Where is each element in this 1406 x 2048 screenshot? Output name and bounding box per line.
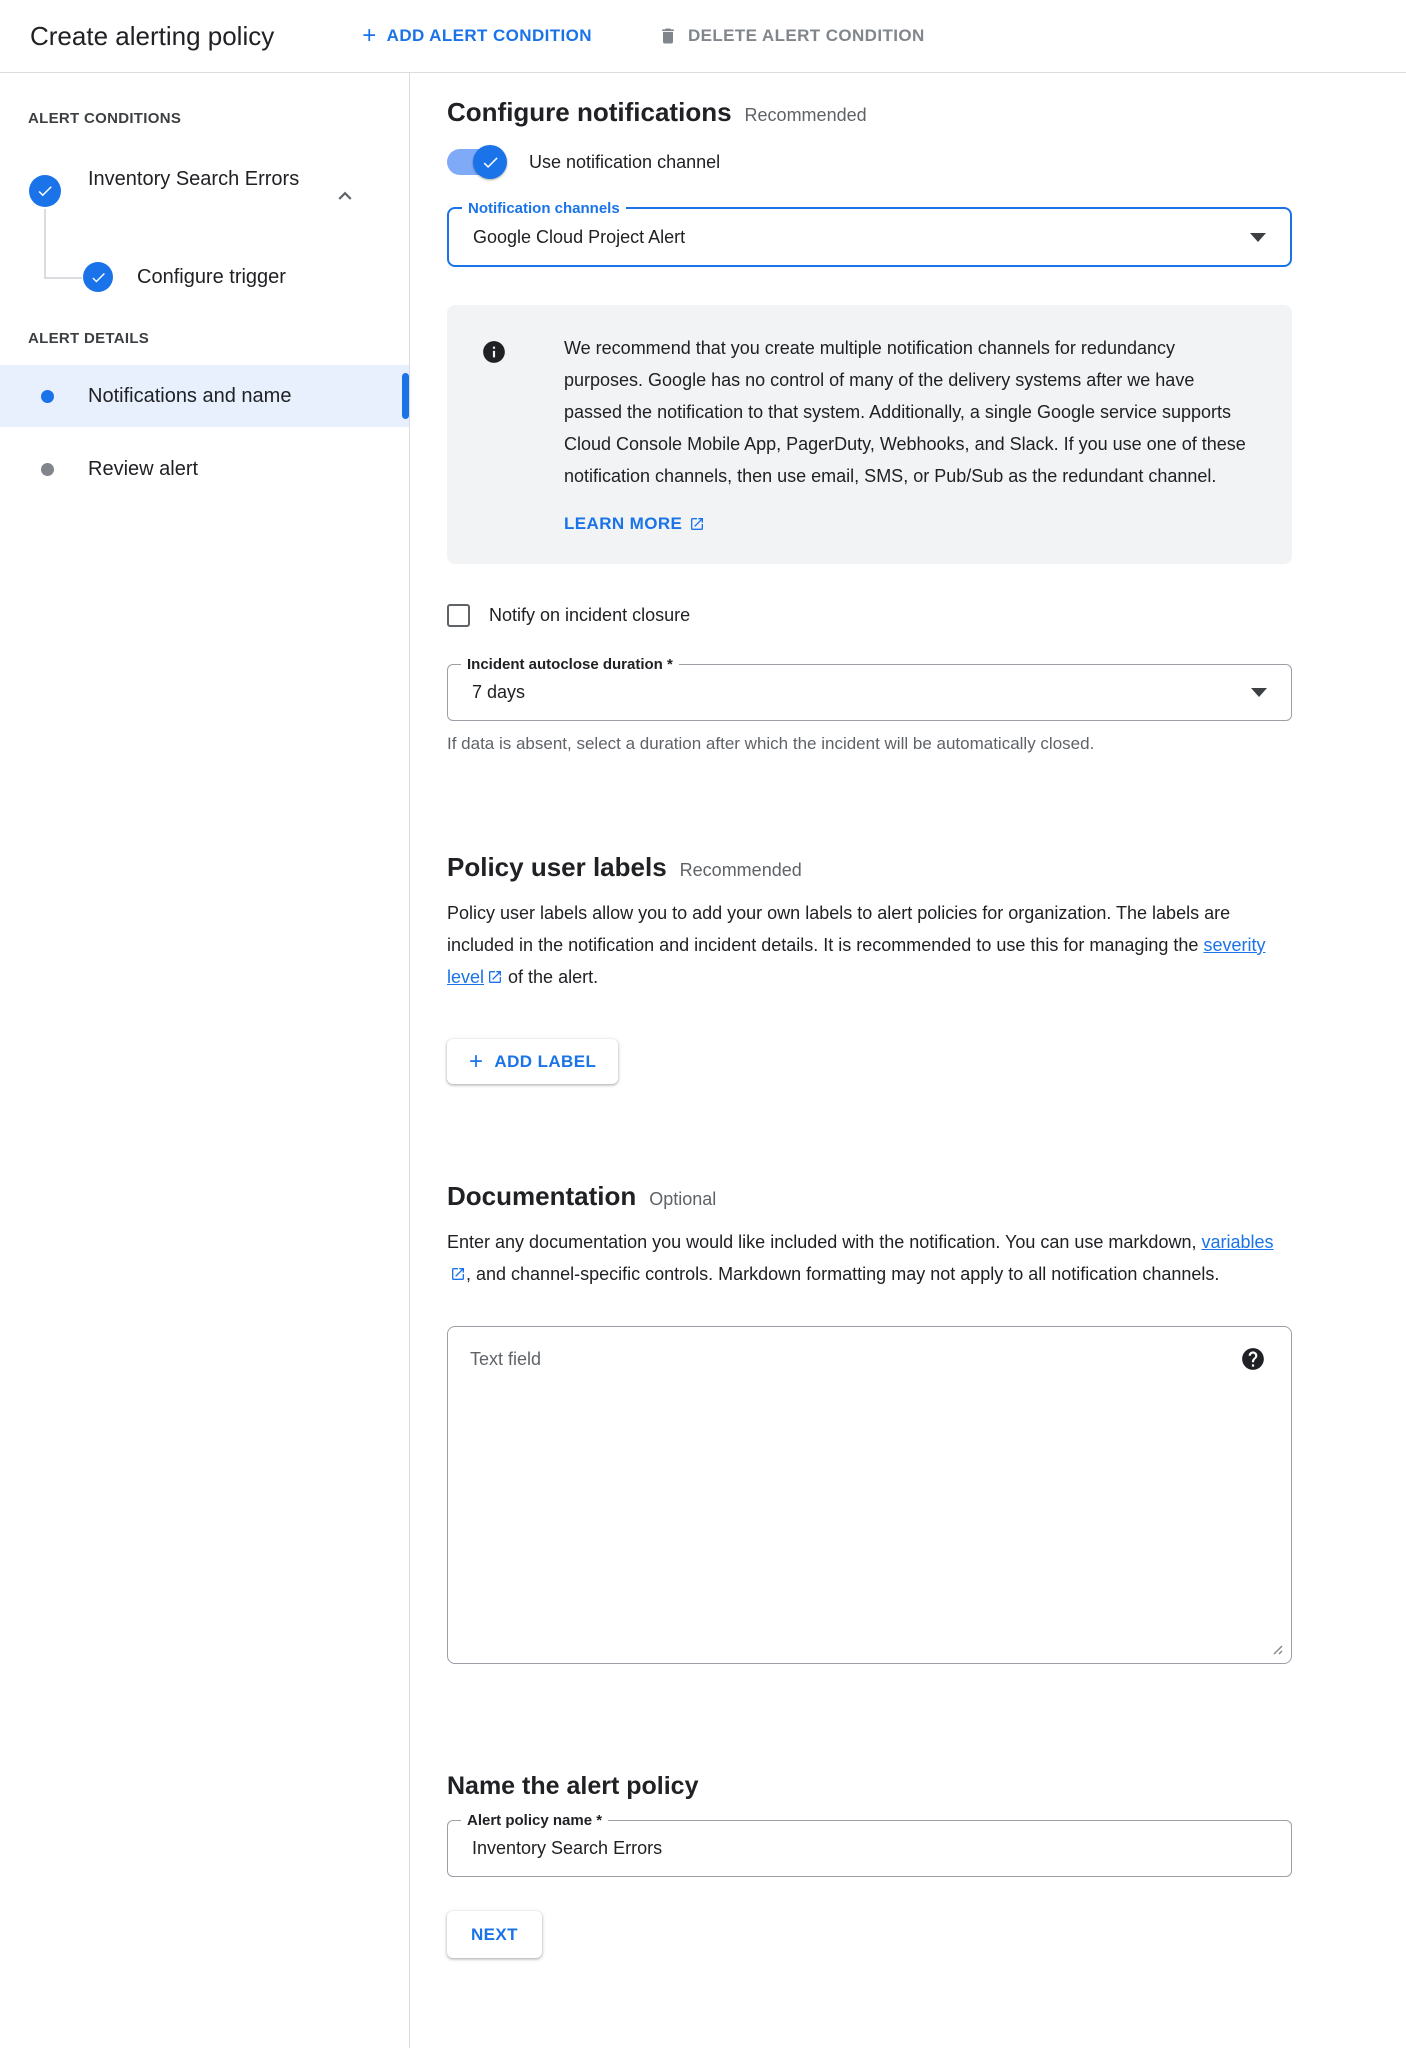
- step-connector: [44, 277, 82, 279]
- toggle-label: Use notification channel: [529, 151, 721, 172]
- field-value: 7 days: [472, 682, 526, 702]
- add-alert-condition-button[interactable]: [362, 22, 592, 49]
- sidebar-condition-name[interactable]: Inventory Search Errors: [88, 168, 300, 190]
- help-icon: [1240, 1346, 1266, 1372]
- notify-on-closure-checkbox[interactable]: [447, 604, 470, 627]
- notification-channels-select[interactable]: [447, 200, 1292, 267]
- page-title: Create alerting policy: [30, 20, 275, 51]
- optional-badge: Optional: [649, 1189, 717, 1209]
- alert-policy-name-field[interactable]: [447, 1812, 1292, 1877]
- sidebar-item-review-alert[interactable]: [0, 439, 409, 499]
- textarea-resize-handle[interactable]: [1269, 1641, 1283, 1660]
- notification-info-box: [447, 305, 1292, 564]
- autoclose-helper-text: If data is absent, select a duration after which the incident will be automatically closed.: [447, 734, 1095, 753]
- main-panel: [410, 73, 1406, 2048]
- next-button[interactable]: NEXT: [447, 1911, 542, 1958]
- chevron-up-icon: [332, 183, 358, 209]
- dropdown-arrow-icon: [1251, 688, 1267, 697]
- checkbox-label: Notify on incident closure: [489, 604, 691, 625]
- severity-level-link[interactable]: severity level: [447, 935, 1266, 987]
- sidebar-item-notifications-and-name[interactable]: [0, 365, 409, 427]
- top-bar: [0, 0, 1406, 73]
- sidebar-item-configure-trigger[interactable]: Configure trigger: [137, 266, 286, 288]
- section-title: Name the alert policy: [447, 1772, 699, 1800]
- external-link-icon: [450, 1266, 466, 1282]
- active-step-dot-icon: [41, 390, 54, 403]
- incident-autoclose-duration-select[interactable]: [447, 656, 1292, 721]
- delete-alert-condition-button[interactable]: [658, 26, 925, 46]
- documentation-help-button[interactable]: [1240, 1346, 1266, 1377]
- section-title: Configure notifications: [447, 97, 732, 127]
- active-item-indicator: [402, 373, 409, 419]
- field-value: Google Cloud Project Alert: [473, 226, 686, 247]
- add-label-button[interactable]: + ADD LABEL: [447, 1039, 618, 1084]
- condition-complete-check-circle-icon: [29, 175, 61, 207]
- toggle-thumb: [473, 145, 507, 179]
- documentation-heading: [447, 1181, 1292, 1212]
- collapse-condition-button[interactable]: [330, 181, 360, 211]
- policy-labels-description: Policy user labels allow you to add your own labels to alert policies for organization. The labels are included in the notification and incident details. It is recommended to use this for managing the severity level of the alert.: [447, 903, 1266, 987]
- alert-details-header: ALERT DETAILS: [28, 330, 150, 347]
- sidebar-item-label: Notifications and name: [88, 384, 292, 407]
- plus-icon: +: [469, 1047, 484, 1075]
- variables-link[interactable]: variables: [1201, 1232, 1274, 1252]
- step-dot-icon: [41, 463, 54, 476]
- plus-icon: +: [362, 22, 377, 49]
- dropdown-arrow-icon: [1250, 233, 1266, 242]
- use-notification-channel-toggle[interactable]: [447, 145, 507, 179]
- sidebar-item-label: Review alert: [88, 457, 199, 480]
- recommended-badge: Recommended: [679, 860, 802, 880]
- field-label: Alert policy name *: [461, 1811, 608, 1830]
- documentation-text-field[interactable]: [447, 1326, 1292, 1664]
- trash-icon: [658, 26, 678, 46]
- info-text: We recommend that you create multiple notification channels for redundancy purposes. Google has no control of many of the delivery systems after we have passed the notification to that system. Additionally, a single Google service supports Cloud Console Mobile App, PagerDuty, Webhooks, and Slack. If you use one of these notification channels, then use email, SMS, or Pub/Sub as the redundant channel.: [564, 338, 1246, 486]
- add-alert-condition-label: ADD ALERT CONDITION: [386, 26, 592, 45]
- alert-conditions-header: ALERT CONDITIONS: [28, 110, 182, 127]
- steps-sidebar: [0, 73, 410, 2048]
- learn-more-link[interactable]: LEARN MORE: [564, 514, 705, 534]
- name-alert-policy-heading: [447, 1772, 1292, 1801]
- recommended-badge: Recommended: [744, 105, 867, 125]
- trigger-complete-check-circle-icon: [83, 262, 113, 292]
- section-title: Policy user labels: [447, 852, 667, 882]
- documentation-description: Enter any documentation you would like included with the notification. You can use markdown, variables, and channel-specific controls. Markdown formatting may not apply to all notification channels.: [447, 1232, 1274, 1284]
- step-connector: [44, 209, 46, 277]
- configure-notifications-heading: [447, 97, 1292, 128]
- field-value: Inventory Search Errors: [472, 1838, 663, 1858]
- section-title: Documentation: [447, 1181, 637, 1211]
- field-label: Notification channels: [462, 199, 626, 218]
- policy-user-labels-heading: [447, 852, 1292, 883]
- delete-alert-condition-label: DELETE ALERT CONDITION: [687, 26, 925, 45]
- field-label: Incident autoclose duration *: [461, 655, 679, 674]
- external-link-icon: [487, 969, 503, 985]
- external-link-icon: [689, 516, 705, 532]
- info-icon: [481, 339, 507, 365]
